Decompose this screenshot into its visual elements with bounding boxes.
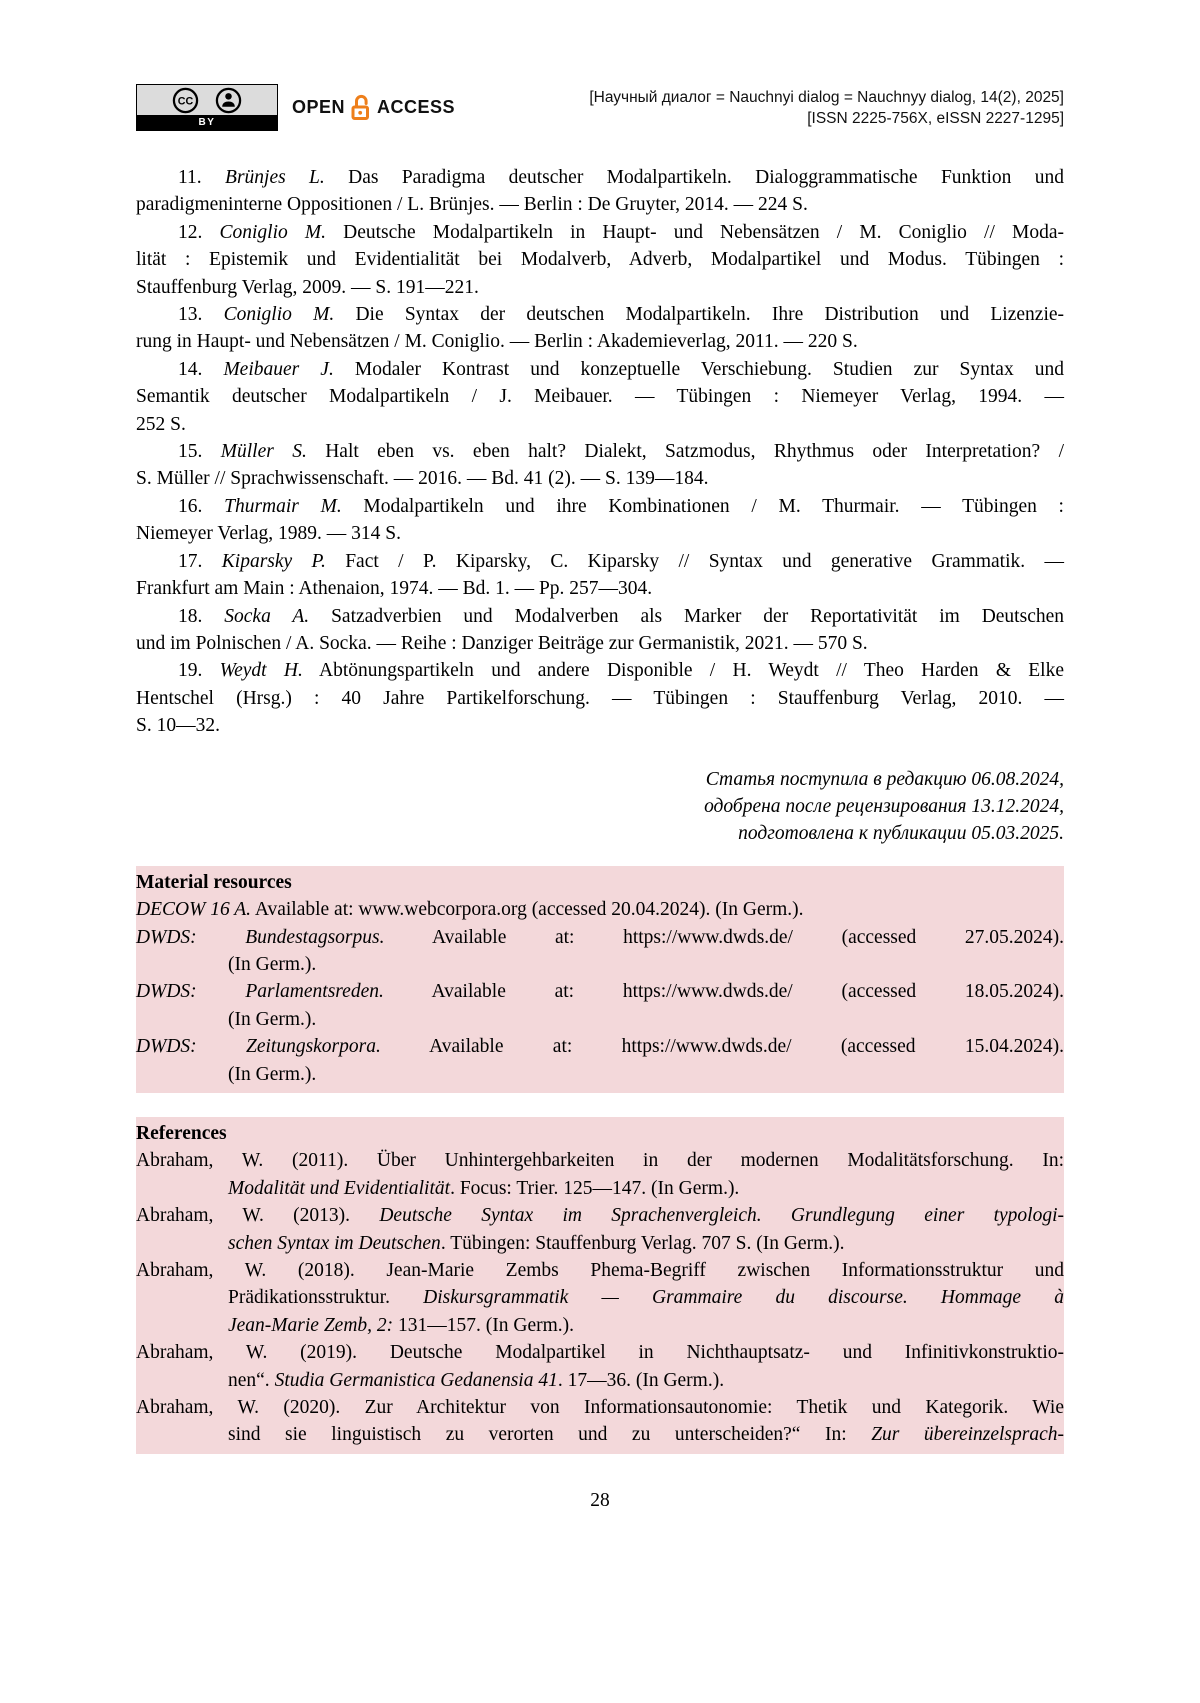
material-resources-heading: Material resources [136, 871, 292, 893]
resource-line: DWDS: Parlamentsreden. Available at: https://www.dwds.de/ (accessed 18.05.2024). [136, 981, 1065, 1003]
submission-date-line: Статья поступила в редакцию 06.08.2024, [705, 768, 1064, 790]
bib-line: 11. Brünjes L. Das Paradigma deutscher Modalpartikeln. Dialoggrammatische Funktion und [178, 167, 1064, 188]
resource-line: (In Germ.). [228, 1008, 317, 1030]
submission-date-line: одобрена после рецензирования 13.12.2024, [704, 795, 1064, 817]
resource-line: (In Germ.). [228, 953, 317, 975]
journal-title-line: [Научный диалог = Nauchnyi dialog = Nauchnyy dialog, 14(2), 2025] [589, 88, 1064, 106]
svg-text:CC: CC [177, 95, 194, 108]
reference-line: schen Syntax im Deutschen. Tübingen: Stauffenburg Verlag. 707 S. (In Germ.). [228, 1232, 845, 1254]
reference-line: Abraham, W. (2020). Zur Architektur von Informationsautonomie: Thetik und Kategorik. Wie [136, 1397, 1064, 1419]
bib-line: 252 S. [136, 413, 186, 435]
references-heading: References [136, 1123, 227, 1144]
open-lock-icon [350, 93, 372, 123]
cc-icon [172, 87, 199, 114]
bib-line: Niemeyer Verlag, 1989. — 314 S. [136, 523, 402, 545]
reference-line: Abraham, W. (2011). Über Unhintergehbarkeiten in der modernen Modalitätsforschung. In: [136, 1150, 1064, 1172]
reference-line: Abraham, W. (2013). Deutsche Syntax im Sprachenvergleich. Grundlegung einer typologi- [136, 1205, 1064, 1227]
bib-line: 18. Socka A. Satzadverbien und Modalverben als Marker der Reportativität im Deutschen [178, 605, 1065, 627]
cc-badge-icons [137, 85, 277, 115]
page-header [136, 0, 1064, 131]
bib-line: 15. Müller S. Halt eben vs. eben halt? Dialekt, Satzmodus, Rhythmus oder Interpretation? / [178, 441, 1064, 463]
bib-line: 13. Coniglio M. Die Syntax der deutschen Modalpartikeln. Ihre Distribution und Lizenzie- [178, 304, 1065, 326]
bib-line: Stauffenburg Verlag, 2009. — S. 191—221. [136, 276, 479, 298]
bib-line: 14. Meibauer J. Modaler Kontrast und konzeptuelle Verschiebung. Studien zur Syntax und [178, 358, 1065, 380]
bib-line: Semantik deutscher Modalpartikeln / J. Meibauer. — Tübingen : Niemeyer Verlag, 1994. — [136, 386, 1064, 408]
bib-line: und im Polnischen / A. Socka. — Reihe : Danziger Beiträge zur Germanistik, 2021. — 570 S. [136, 632, 868, 654]
bib-line: 16. Thurmair M. Modalpartikeln und ihre Kombinationen / M. Thurmair. — Tübingen : [178, 495, 1064, 517]
submission-date-line: подготовлена к публикации 05.03.2025. [738, 823, 1064, 845]
submission-dates [136, 766, 1064, 848]
open-access-text-open: OPEN [292, 97, 346, 117]
reference-line: Prädikationsstruktur. Diskursgrammatik — Grammaire du discourse. Hommage à [228, 1287, 1065, 1309]
resource-line: DECOW 16 A. Available at: www.webcorpora.org (accessed 20.04.2024). (In Germ.). [136, 899, 804, 921]
attribution-person-icon [215, 87, 242, 114]
journal-issn-line: [ISSN 2225-756X, eISSN 2227-1295] [807, 109, 1064, 127]
references-section [136, 1117, 1064, 1454]
open-access-logo [292, 93, 455, 123]
resource-line: (In Germ.). [228, 1063, 317, 1085]
page-number: 28 [590, 1489, 610, 1511]
bib-line: rung in Haupt- und Nebensätzen / M. Coniglio. — Berlin : Akademieverlag, 2011. — 220 S. [136, 331, 858, 353]
cc-by-badge [136, 84, 278, 131]
reference-line: nen“. Studia Germanistica Gedanensia 41. 17—36. (In Germ.). [228, 1369, 725, 1391]
reference-line: Modalität und Evidentialität. Focus: Trier. 125—147. (In Germ.). [228, 1177, 740, 1199]
bib-line: 12. Coniglio M. Deutsche Modalpartikeln in Haupt- und Nebensätzen / M. Coniglio // Moda- [178, 221, 1064, 243]
bib-line: 19. Weydt H. Abtönungspartikeln und andere Disponible / H. Weydt // Theo Harden & Elke [178, 660, 1065, 682]
material-resources-section [136, 866, 1064, 1093]
bib-line: S. Müller // Sprachwissenschaft. — 2016. — Bd. 41 (2). — S. 139—184. [136, 468, 709, 490]
bibliography-list [136, 164, 1064, 740]
reference-line: sind sie linguistisch zu verorten und zu unterscheiden?“ In: Zur übereinzelsprach- [228, 1424, 1065, 1446]
reference-line: Abraham, W. (2019). Deutsche Modalpartikel in Nichthauptsatz- und Infinitivkonstruktio- [136, 1342, 1064, 1364]
open-access-text-access: ACCESS [377, 97, 456, 117]
resource-line: DWDS: Bundestagsorpus. Available at: https://www.dwds.de/ (accessed 27.05.2024). [136, 926, 1065, 948]
bib-line: lität : Epistemik und Evidentialität bei Modalverb, Adverb, Modalpartikel und Modus. Tübingen : [136, 249, 1064, 271]
bib-line: S. 10—32. [136, 715, 220, 737]
bib-line: paradigmeninterne Oppositionen / L. Brünjes. — Berlin : De Gruyter, 2014. — 224 S. [136, 194, 808, 216]
journal-info [589, 87, 1064, 129]
header-logos [136, 84, 455, 131]
resource-line: DWDS: Zeitungskorpora. Available at: https://www.dwds.de/ (accessed 15.04.2024). [136, 1036, 1064, 1058]
bib-line: Hentschel (Hrsg.) : 40 Jahre Partikelforschung. — Tübingen : Stauffenburg Verlag, 2010. — [136, 687, 1064, 709]
reference-line: Abraham, W. (2018). Jean-Marie Zembs Phema-Begriff zwischen Informationsstruktur und [136, 1260, 1064, 1282]
reference-line: Jean-Marie Zemb, 2: 131—157. (In Germ.). [228, 1314, 575, 1336]
cc-by-label: BY [137, 115, 277, 130]
bib-line: 17. Kiparsky P. Fact / P. Kiparsky, C. Kiparsky // Syntax und generative Grammatik. — [178, 550, 1065, 572]
bib-line: Frankfurt am Main : Athenaion, 1974. — Bd. 1. — Pp. 257—304. [136, 578, 653, 600]
